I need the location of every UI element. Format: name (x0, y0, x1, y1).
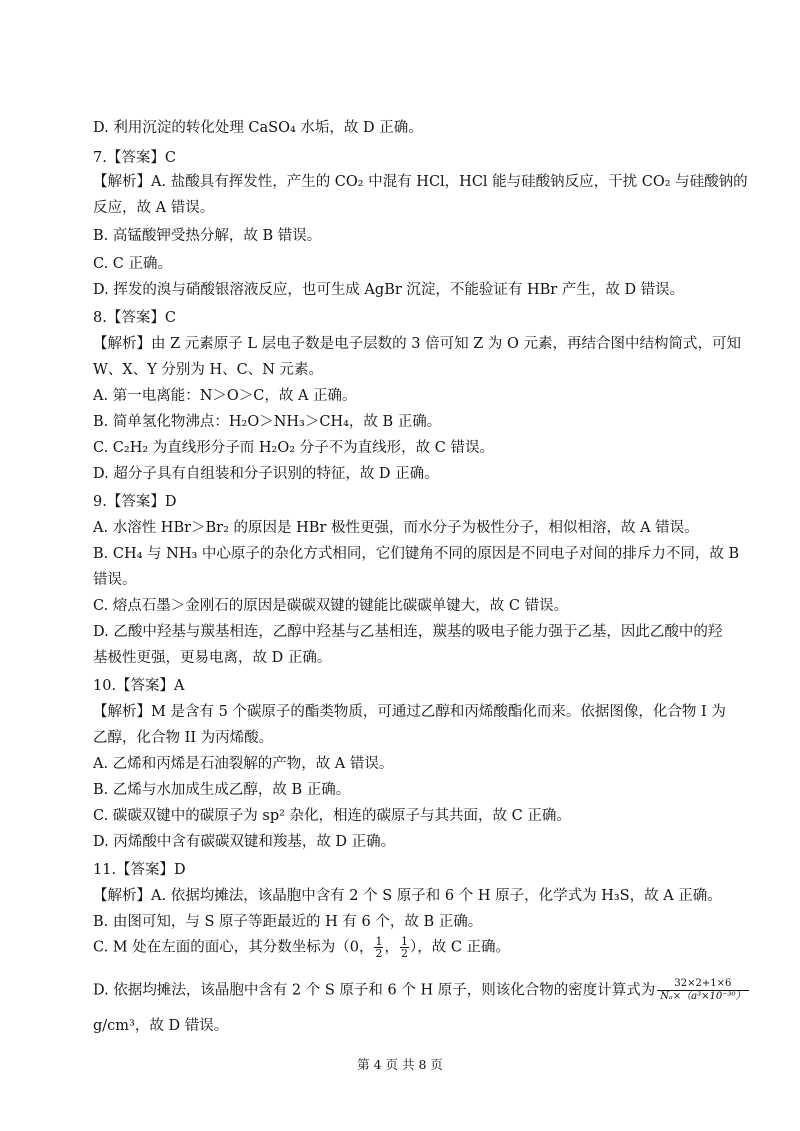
text-line: C. 熔点石墨＞金刚石的原因是碳碳双键的键能比碳碳单键大，故 C 错误。 (93, 598, 569, 614)
text-line: D. 利用沉淀的转化处理 CaSO₄ 水垢，故 D 正确。 (93, 120, 423, 136)
text-line: C. 碳碳双键中的碳原子为 sp² 杂化，相连的碳原子与其共面，故 C 正确。 (93, 808, 571, 824)
text-line: C. C₂H₂ 为直线形分子而 H₂O₂ 分子不为直线形，故 C 错误。 (93, 440, 494, 456)
text-line-d-density (93, 978, 746, 1003)
text-fragment: ），故 C 正确。 (409, 939, 511, 956)
text-line: B. 由图可知，与 S 原子等距最近的 H 有 6 个，故 B 正确。 (93, 914, 483, 930)
text-line: 7.【答案】C (93, 150, 176, 166)
text-line: 9.【答案】D (93, 494, 177, 510)
fraction-numerator: 1 (375, 935, 383, 948)
text-fragment: ， (384, 939, 399, 956)
page-footer: 第 4 页 共 8 页 (357, 1057, 443, 1072)
density-formula-fraction (657, 978, 748, 1003)
text-fragment: D. 依据均摊法，该晶胞中含有 2 个 S 原子和 6 个 H 原子，则该化合物的密度计算式为 (93, 982, 656, 999)
text-line: 基极性更强，更易电离，故 D 正确。 (93, 650, 332, 666)
text-fragment: C. M 处在左面的面心，其分数坐标为（0， (93, 939, 374, 956)
text-line: D. 丙烯酸中含有碳碳双键和羧基，故 D 正确。 (93, 834, 396, 850)
text-line-unit: g/cm³，故 D 错误。 (93, 1018, 229, 1034)
text-line: 11.【答案】D (93, 862, 186, 878)
text-line: 【解析】由 Z 元素原子 L 层电子数是电子层数的 3 倍可知 Z 为 O 元素，再结合图中结构简式，可知 (93, 336, 741, 352)
text-line: 错误。 (93, 572, 137, 588)
text-line: 10.【答案】A (93, 678, 185, 694)
text-line: D. 超分子具有自组装和分子识别的特征，故 D 正确。 (93, 466, 439, 482)
text-line: 【解析】M 是含有 5 个碳原子的酯类物质，可通过乙醇和丙烯酸酯化而来。依据图像，化合物 I 为 (93, 704, 726, 720)
text-line: A. 乙烯和丙烯是石油裂解的产物，故 A 错误。 (93, 756, 394, 772)
fraction-denominator: 2 (400, 947, 408, 960)
text-line: A. 第一电离能：N＞O＞C，故 A 正确。 (93, 388, 357, 404)
text-line: B. 简单氢化物沸点：H₂O＞NH₃＞CH₄，故 B 正确。 (93, 414, 442, 430)
text-line: 8.【答案】C (93, 310, 176, 326)
text-line: 反应，故 A 错误。 (93, 200, 215, 216)
fraction-one-half (374, 936, 383, 959)
fraction-denominator: 2 (375, 947, 383, 960)
text-line: B. 高锰酸钾受热分解，故 B 错误。 (93, 228, 322, 244)
text-line: 【解析】A. 盐酸具有挥发性，产生的 CO₂ 中混有 HCl，HCl 能与硅酸钠反应，干扰 CO₂ 与硅酸钠的 (93, 174, 748, 190)
text-line: D. 乙酸中羟基与羰基相连，乙醇中羟基与乙基相连，羰基的吸电子能力强于乙基，因此乙酸中的羟 (93, 624, 723, 640)
text-line: B. CH₄ 与 NH₃ 中心原子的杂化方式相同，它们键角不同的原因是不同电子对间的排斥力不同，故 B (93, 546, 740, 562)
text-line: A. 水溶性 HBr＞Br₂ 的原因是 HBr 极性更强，而水分子为极性分子，相似相溶，故 A 错误。 (93, 520, 699, 536)
fraction-one-half (400, 936, 409, 959)
text-line: W、X、Y 分别为 H、C、N 元素。 (93, 362, 324, 378)
fraction-denominator: Nₐ×（a³×10⁻³⁰） (660, 991, 746, 1002)
text-line: 乙醇，化合物 II 为丙烯酸。 (93, 730, 274, 746)
text-line: B. 乙烯与水加成生成乙醇，故 B 正确。 (93, 782, 351, 798)
text-line: C. C 正确。 (93, 256, 172, 272)
fraction-numerator: 32×2+1×6 (657, 978, 748, 991)
text-line: 【解析】A. 依据均摊法，该晶胞中含有 2 个 S 原子和 6 个 H 原子，化学式为 H₃S，故 A 正确。 (93, 888, 722, 904)
text-line: D. 挥发的溴与硝酸银溶液反应，也可生成 AgBr 沉淀，不能验证有 HBr 产生，故 D 错误。 (93, 282, 685, 298)
fraction-numerator: 1 (400, 935, 408, 948)
text-line-c-m-coordinates (93, 936, 713, 959)
